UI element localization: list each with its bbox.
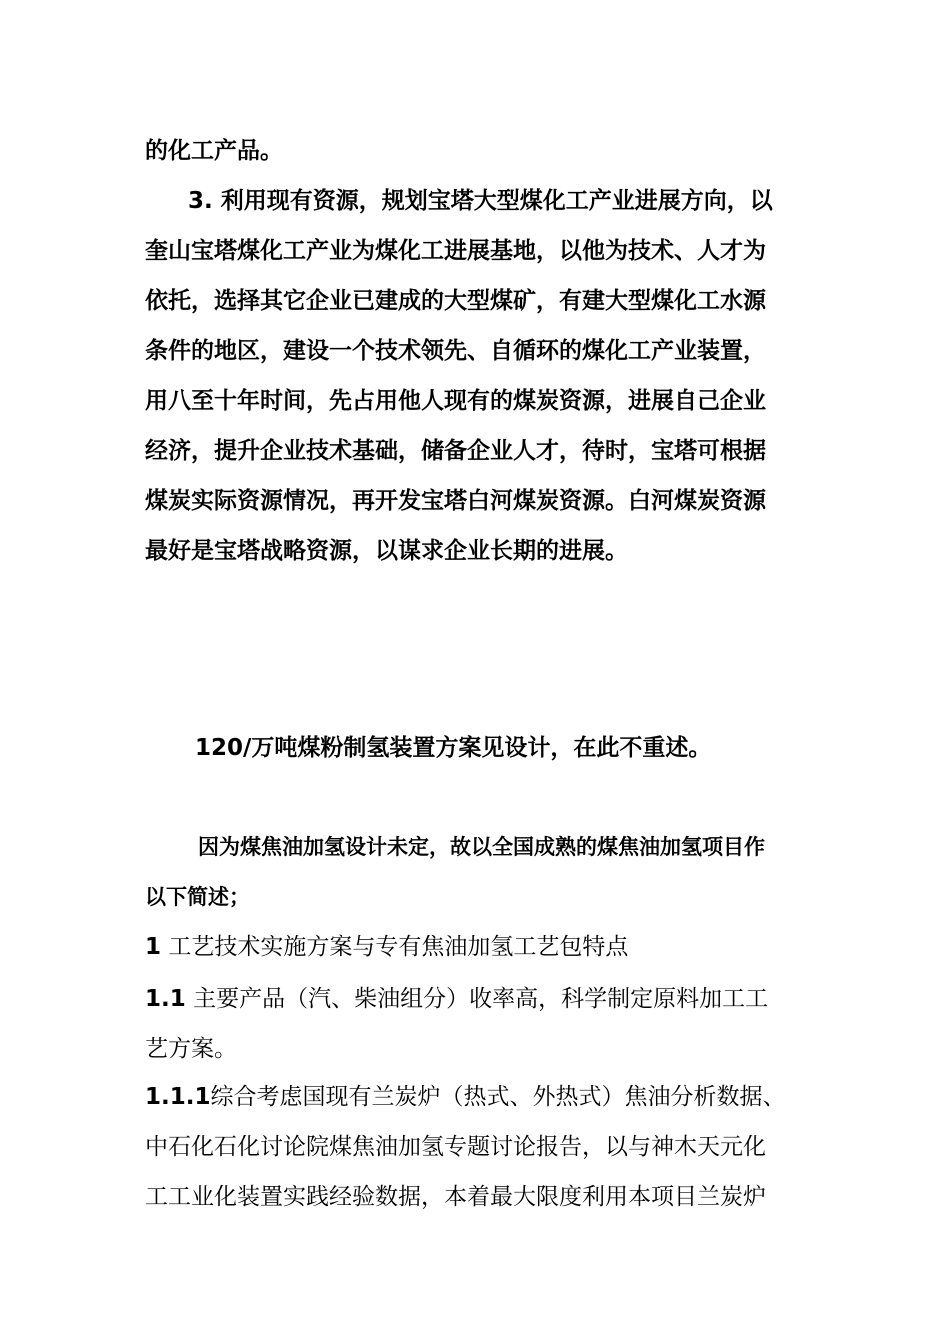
paragraph-line: 条件的地区，建设一个技术领先、自循环的煤化工产业装置， bbox=[145, 338, 766, 364]
paragraph-line: 工工业化装置实践经验数据，本着最大限度利用本项目兰炭炉 bbox=[145, 1184, 766, 1210]
section-title: 工艺技术实施方案与专有焦油加氢工艺包特点 bbox=[168, 934, 629, 960]
paragraph-line: 中石化石化讨论院煤焦油加氢专题讨论报告，以与神木天元化 bbox=[145, 1134, 766, 1160]
section-title: 主要产品（汽、柴油组分）收率高，科学制定原料加工工 bbox=[193, 986, 769, 1012]
section-number: 1.1.1 bbox=[145, 1084, 211, 1110]
paragraph-line: 煤炭实际资源情况，再开发宝塔白河煤炭资源。白河煤炭资源 bbox=[145, 488, 766, 514]
section-1-1-1-heading bbox=[145, 1082, 786, 1112]
paragraph-line: 的化工产品。 bbox=[145, 138, 283, 164]
section-1-heading bbox=[145, 932, 628, 962]
section-1-1-heading bbox=[145, 984, 768, 1014]
paragraph-line: 经济，提升企业技术基础，储备企业人才，待时，宝塔可根据 bbox=[145, 438, 766, 464]
paragraph-line: 艺方案。 bbox=[145, 1036, 237, 1062]
paragraph-line: 3. 利用现有资源，规划宝塔大型煤化工产业进展方向，以 bbox=[188, 188, 773, 214]
section-heading: 120/万吨煤粉制氢装置方案见设计，在此不重述。 bbox=[195, 735, 712, 761]
paragraph-line: 用八至十年时间，先占用他人现有的煤炭资源，进展自己企业 bbox=[145, 388, 766, 414]
section-number: 1.1 bbox=[145, 986, 186, 1012]
paragraph-line: 最好是宝塔战略资源，以谋求企业长期的进展。 bbox=[145, 538, 628, 564]
paragraph-line: 以下简述； bbox=[145, 885, 250, 909]
paragraph-line: 因为煤焦油加氢设计未定，故以全国成熟的煤焦油加氢项目作 bbox=[198, 835, 765, 859]
section-number: 1 bbox=[145, 934, 162, 960]
paragraph-line: 奎山宝塔煤化工产业为煤化工进展基地，以他为技术、人才为 bbox=[145, 238, 766, 264]
section-title: 综合考虑国现有兰炭炉（热式、外热式）焦油分析数据、 bbox=[210, 1084, 786, 1110]
paragraph-line: 依托，选择其它企业已建成的大型煤矿，有建大型煤化工水源 bbox=[145, 288, 766, 314]
